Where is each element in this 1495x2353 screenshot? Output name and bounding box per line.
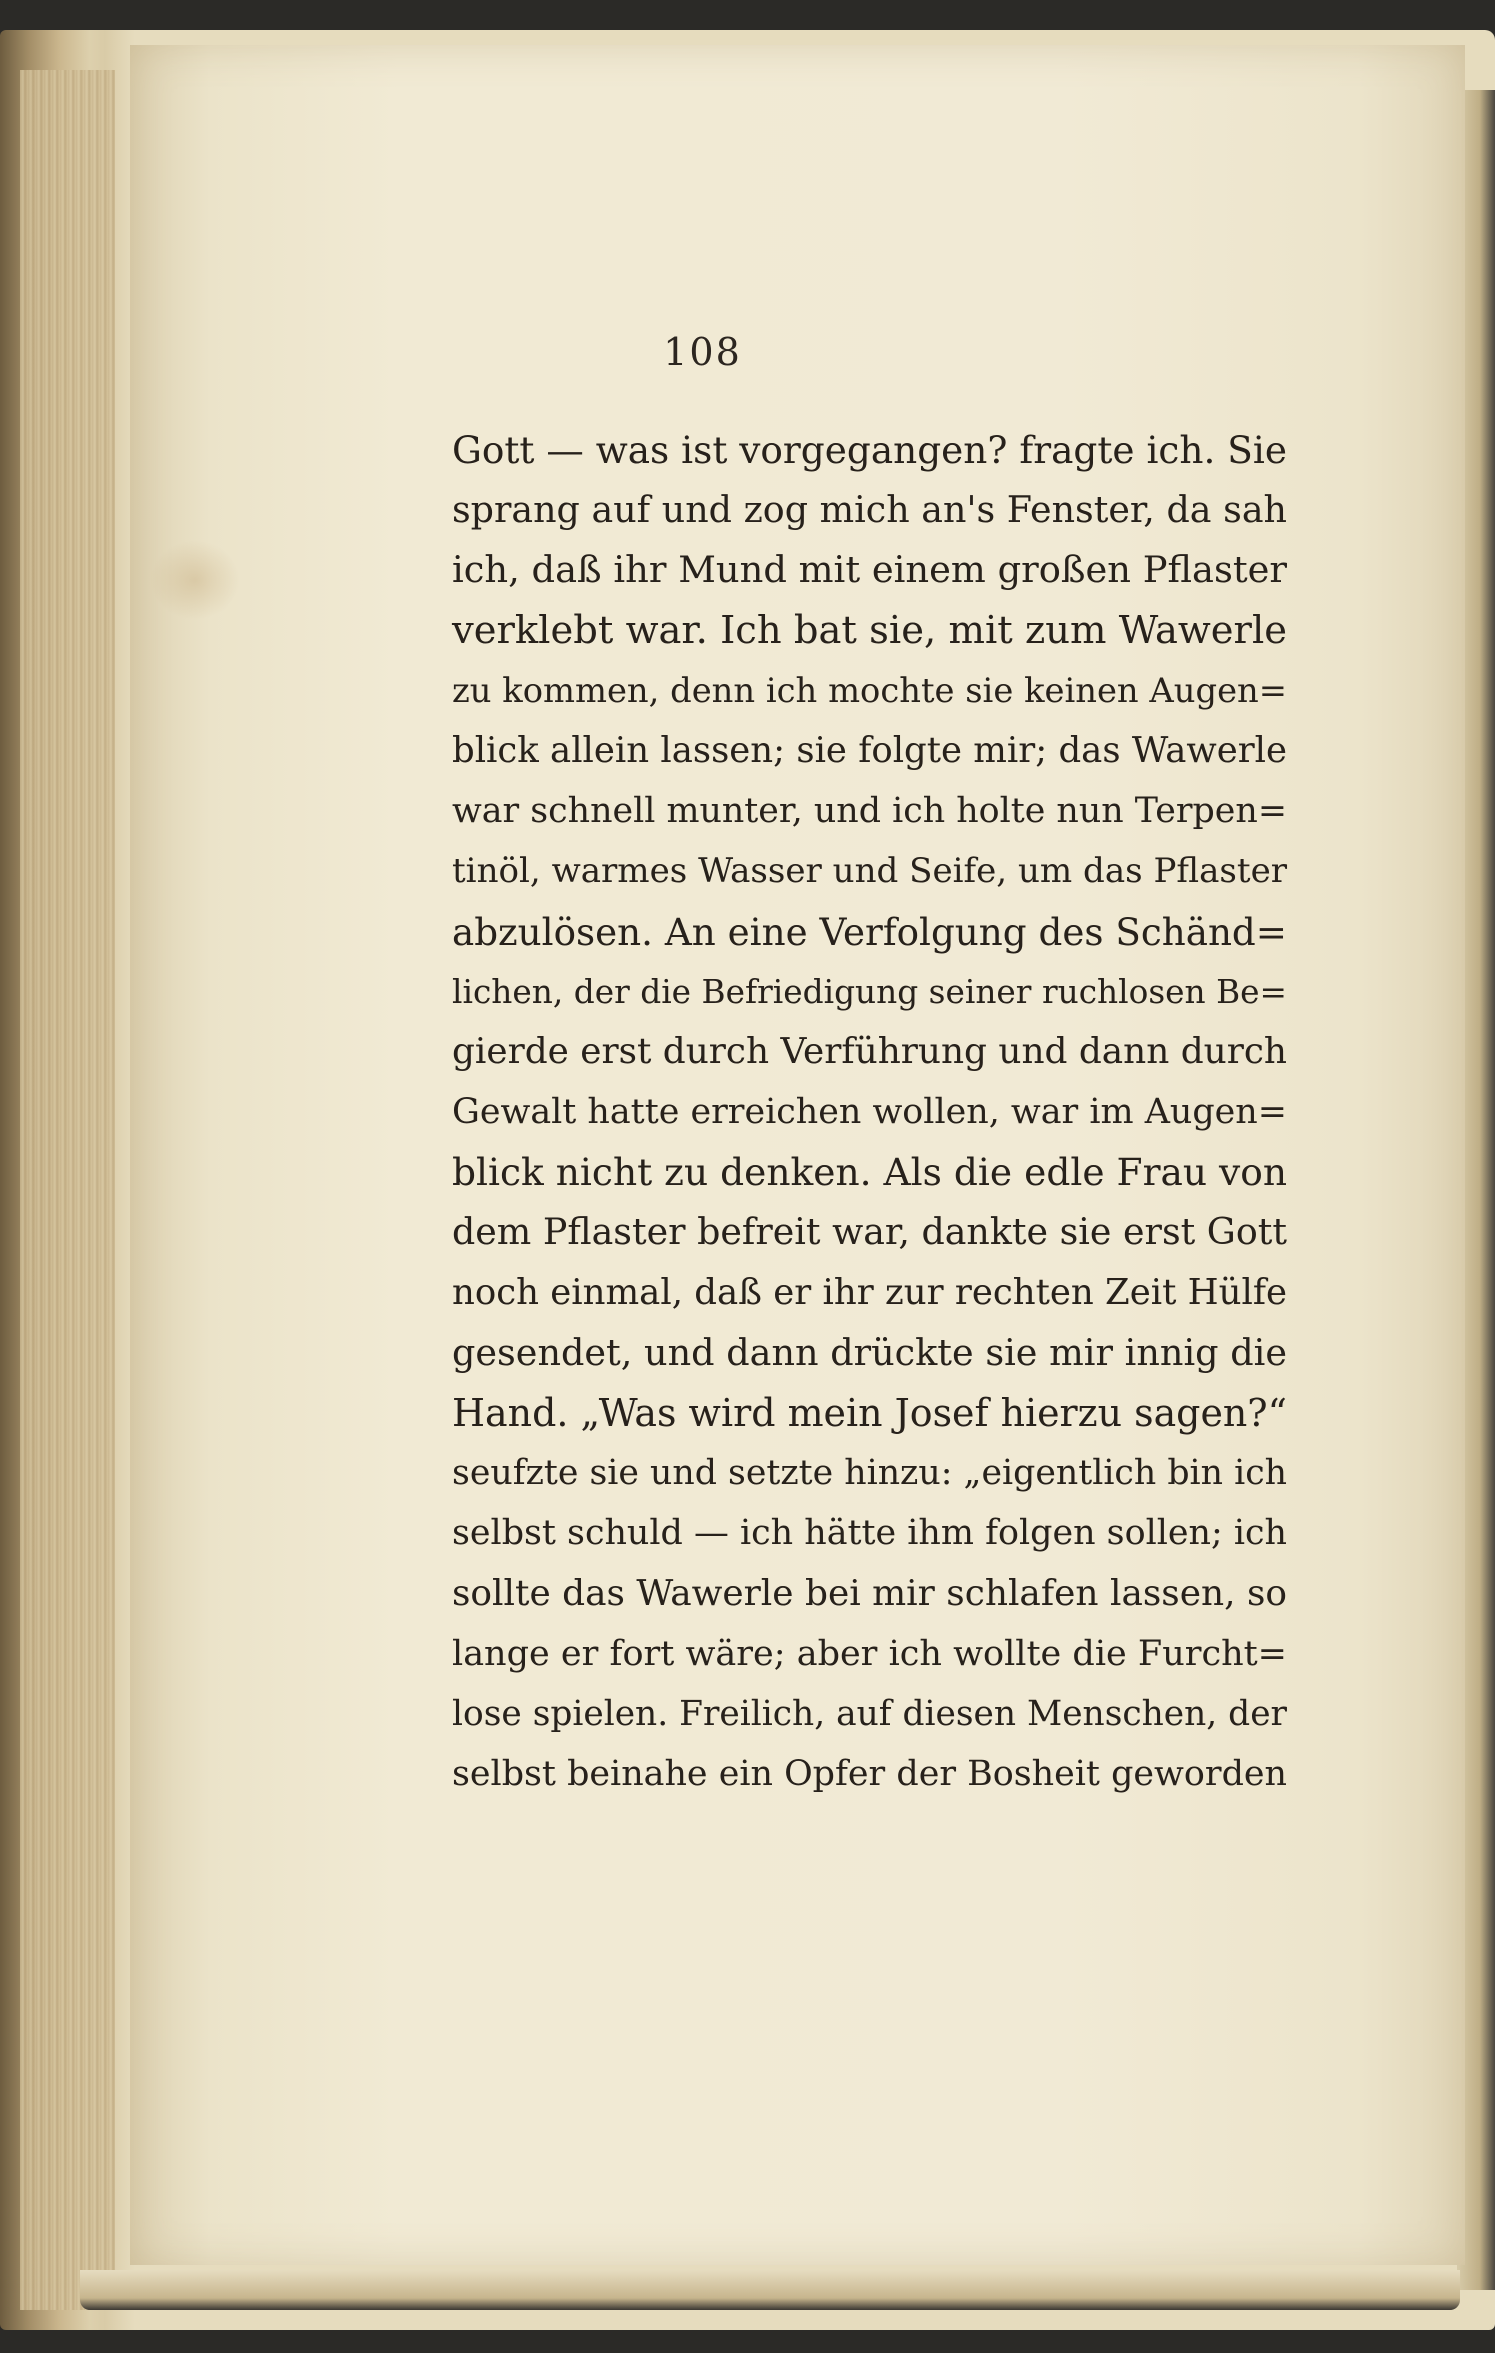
text-line: selbst schuld — ich hätte ihm folgen sollen; ich xyxy=(452,1513,1287,1554)
page-stack-edge xyxy=(20,70,115,2310)
text-line: selbst beinahe ein Opfer der Bosheit geworden xyxy=(452,1754,1287,1795)
text-line: lange er fort wäre; aber ich wollte die Furcht= xyxy=(452,1633,1287,1674)
text-line: war schnell munter, und ich holte nun Terpen= xyxy=(452,791,1287,832)
text-line: dem Pflaster befreit war, dankte sie erst Gott xyxy=(452,1210,1287,1254)
text-line: verklebt war. Ich bat sie, mit zum Wawerle xyxy=(452,607,1287,653)
text-line: blick allein lassen; sie folgte mir; das Wawerle xyxy=(452,729,1287,771)
page-number xyxy=(0,330,1495,374)
paper-stain xyxy=(150,540,240,620)
text-line: gierde erst durch Verführung und dann durch xyxy=(452,1030,1287,1072)
text-line: Gewalt hatte erreichen wollen, war im Augen= xyxy=(452,1092,1287,1133)
text-line: lichen, der die Befriedigung seiner ruchlosen Be= xyxy=(452,972,1287,1011)
bottom-page-edge xyxy=(80,2270,1460,2310)
text-line: sollte das Wawerle bei mir schlafen lassen, so xyxy=(452,1572,1287,1614)
text-line: sprang auf und zog mich an's Fenster, da sah xyxy=(452,488,1287,532)
text-line: blick nicht zu denken. Als die edle Frau von xyxy=(452,1150,1287,1195)
text-line: lose spielen. Freilich, auf diesen Menschen, der xyxy=(452,1693,1287,1734)
text-line: noch einmal, daß er ihr zur rechten Zeit Hülfe xyxy=(452,1271,1287,1313)
text-line: Hand. „Was wird mein Josef hierzu sagen?“ xyxy=(452,1391,1287,1435)
text-line: ich, daß ihr Mund mit einem großen Pflaster xyxy=(452,548,1287,592)
text-line: gesendet, und dann drückte sie mir innig die xyxy=(452,1330,1287,1374)
body-text xyxy=(452,420,1287,1804)
text-line: zu kommen, denn ich mochte sie keinen Augen= xyxy=(452,670,1287,710)
text-line: abzulösen. An eine Verfolgung des Schänd= xyxy=(452,909,1287,954)
text-line: seufzte sie und setzte hinzu: „eigentlich bin ich xyxy=(452,1453,1287,1494)
text-line: tinöl, warmes Wasser und Seife, um das Pflaster xyxy=(452,851,1287,892)
text-line: Gott — was ist vorgegangen? fragte ich. Sie xyxy=(452,428,1287,472)
page-number-text: 108 xyxy=(663,330,742,374)
